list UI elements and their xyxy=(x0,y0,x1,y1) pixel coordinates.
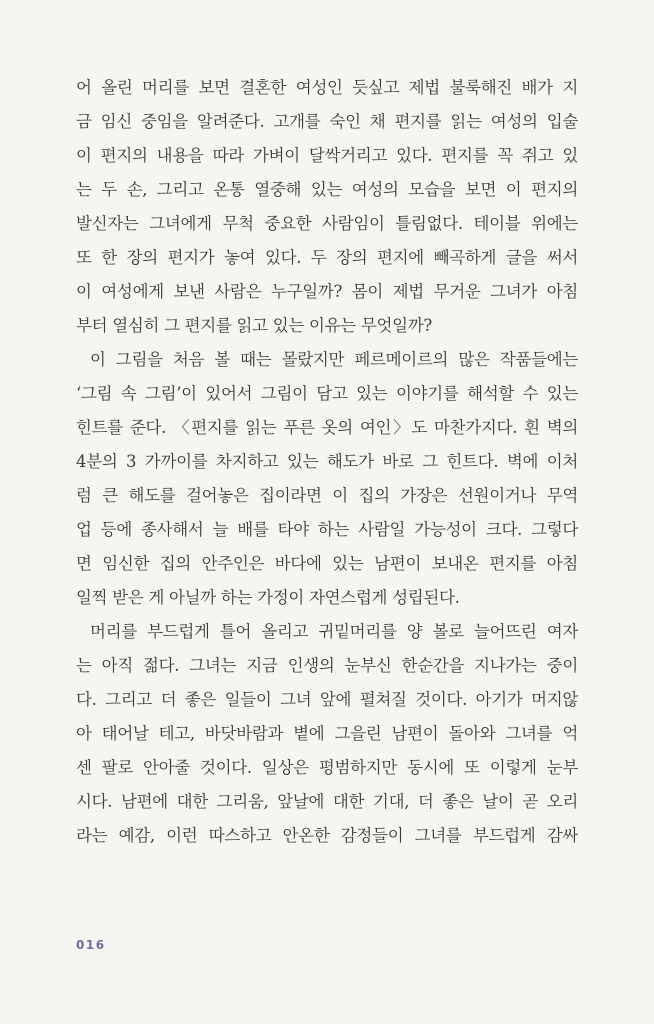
text-line: 아 태어날 테고, 바닷바람과 볕에 그을린 남편이 돌아와 그녀를 억 xyxy=(76,724,578,743)
text-line: 4분의 3 가까이를 차지하고 있는 해도가 바로 그 힌트다. 벽에 이처 xyxy=(76,452,578,471)
text-line: 이 그림을 처음 볼 때는 몰랐지만 페르메이르의 많은 작품들에는 xyxy=(90,350,578,369)
text-line: 어 올린 머리를 보면 결혼한 여성인 듯싶고 제법 불룩해진 배가 지 xyxy=(76,78,578,97)
page-number: 016 xyxy=(76,938,106,952)
text-line: 발신자는 그녀에게 무척 중요한 사람임이 틀림없다. 테이블 위에는 xyxy=(76,214,578,233)
text-line: 센 팔로 안아줄 것이다. 일상은 평범하지만 동시에 또 이렇게 눈부 xyxy=(76,758,578,777)
text-line: 업 등에 종사해서 늘 배를 타야 하는 사람일 가능성이 크다. 그렇다 xyxy=(76,520,578,539)
text-line: 라는 예감, 이런 따스하고 안온한 감정들이 그녀를 부드럽게 감싸 xyxy=(76,826,578,845)
text-line: 금 임신 중임을 알려준다. 고개를 숙인 채 편지를 읽는 여성의 입술 xyxy=(76,112,578,131)
text-line: 럼 큰 해도를 걸어놓은 집이라면 이 집의 가장은 선원이거나 무역 xyxy=(76,486,578,505)
text-line: 다. 그리고 더 좋은 일들이 그녀 앞에 펼쳐질 것이다. 아기가 머지않 xyxy=(76,690,578,709)
text-line: 는 두 손, 그리고 온통 열중해 있는 여성의 모습을 보면 이 편지의 xyxy=(76,180,578,199)
text-line: 면 임신한 집의 안주인은 바다에 있는 남편이 보내온 편지를 아침 xyxy=(76,554,578,573)
text-line: 부터 열심히 그 편지를 읽고 있는 이유는 무엇일까? xyxy=(76,316,432,335)
text-line: 시다. 남편에 대한 그리움, 앞날에 대한 기대, 더 좋은 날이 곧 오리 xyxy=(76,792,578,811)
text-line: 머리를 부드럽게 틀어 올리고 귀밑머리를 양 볼로 늘어뜨린 여자 xyxy=(90,622,578,641)
text-line: 또 한 장의 편지가 놓여 있다. 두 장의 편지에 빼곡하게 글을 써서 xyxy=(76,248,578,267)
text-line: 이 여성에게 보낸 사람은 누구일까? 몸이 제법 무거운 그녀가 아침 xyxy=(76,282,578,301)
text-line: 이 편지의 내용을 따라 가벼이 달싹거리고 있다. 편지를 꼭 쥐고 있 xyxy=(76,146,578,165)
text-line: 힌트를 준다. 〈편지를 읽는 푸른 옷의 여인〉도 마찬가지다. 흰 벽의 xyxy=(76,418,578,437)
text-line: ‘그림 속 그림’이 있어서 그림이 담고 있는 이야기를 해석할 수 있는 xyxy=(76,384,578,403)
text-line: 일찍 받은 게 아닐까 하는 가정이 자연스럽게 성립된다. xyxy=(76,588,460,607)
text-line: 는 아직 젊다. 그녀는 지금 인생의 눈부신 한순간을 지나가는 중이 xyxy=(76,656,578,675)
